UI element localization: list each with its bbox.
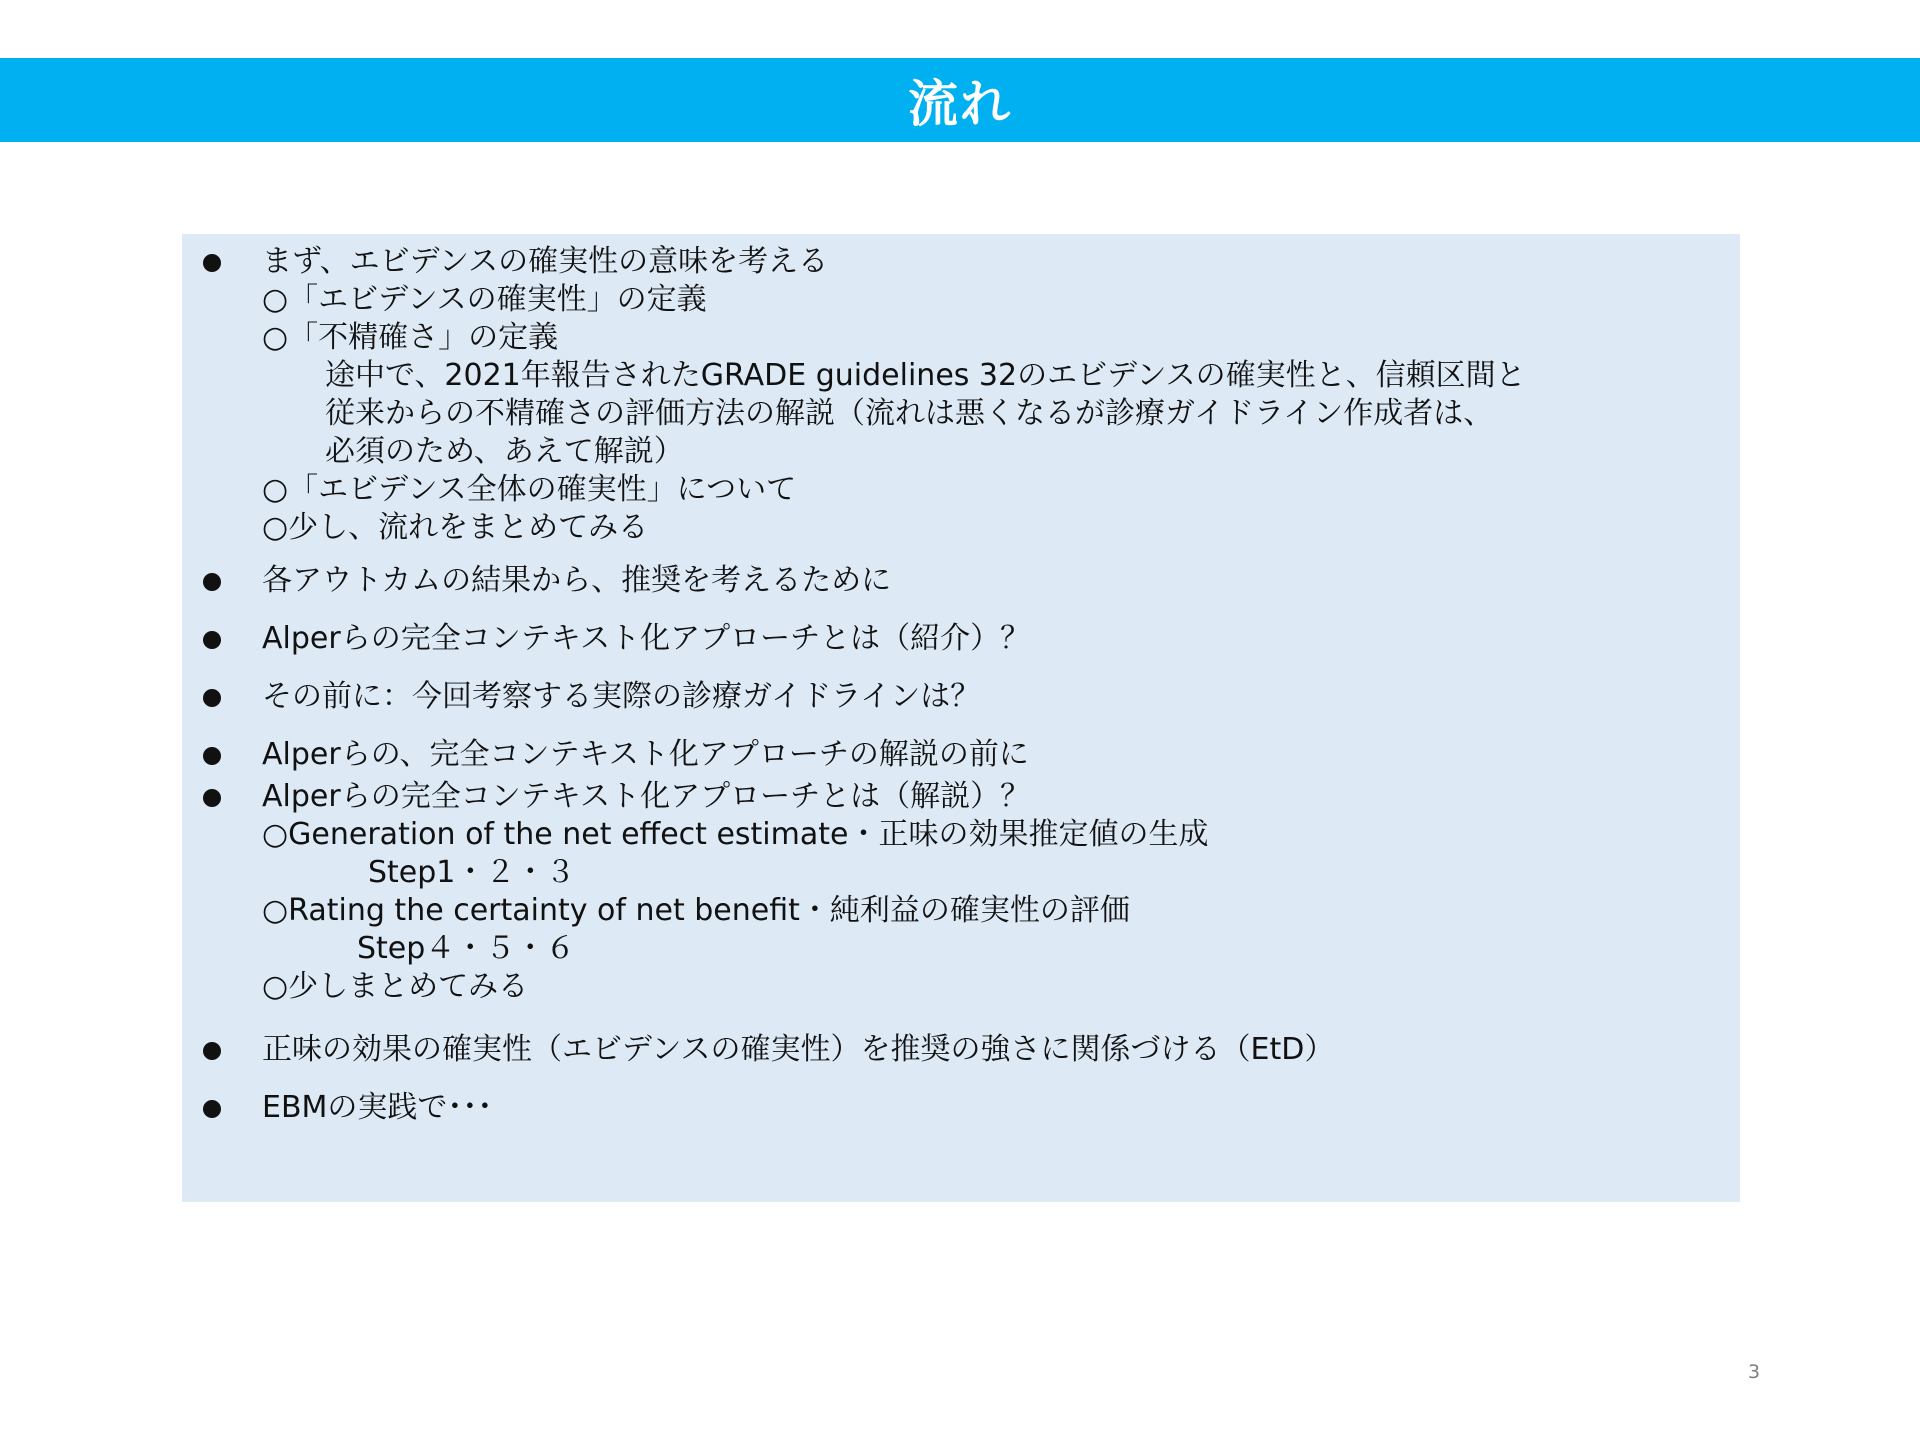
bullet-icon xyxy=(203,631,221,649)
note-line: 途中で、2021年報告されたGRADE guidelines 32のエビデンスの確実性と、信頼区間と xyxy=(325,358,1526,393)
note-line: 必須のため、あえて解説） xyxy=(325,434,684,469)
bullet-item: Alperらの完全コンテキスト化アプローチとは（紹介）？ xyxy=(262,621,1031,656)
bullet-icon xyxy=(203,573,221,591)
content-box xyxy=(182,234,1740,1202)
sub-item: ○少し、流れをまとめてみる xyxy=(262,510,649,545)
bullet-icon xyxy=(203,1100,221,1118)
bullet-icon xyxy=(203,747,221,765)
bullet-item: EBMの実践で･･･ xyxy=(262,1090,493,1125)
slide-title: 流れ xyxy=(908,75,1012,133)
sub-item: ○少しまとめてみる xyxy=(262,969,529,1004)
sub-item: ○Generation of the net effect estimate・正味の効果推定値の生成 xyxy=(262,817,1209,852)
bullet-item: Alperらの完全コンテキスト化アプローチとは（解説）？ xyxy=(262,779,1031,814)
step-line: Step1・２・３ xyxy=(368,855,576,890)
step-line: Step４・５・６ xyxy=(357,931,576,966)
title-bar xyxy=(0,58,1920,142)
bullet-item: 各アウトカムの結果から、推奨を考えるために xyxy=(262,563,892,598)
note-line: 従来からの不精確さの評価方法の解説（流れは悪くなるが診療ガイドライン作成者は、 xyxy=(325,396,1494,431)
sub-item: ○「不精確さ」の定義 xyxy=(262,320,559,355)
page-number: 3 xyxy=(1748,1361,1761,1383)
sub-item: ○「エビデンスの確実性」の定義 xyxy=(262,282,707,317)
bullet-item: 正味の効果の確実性（エビデンスの確実性）を推奨の強さに関係づける（EtD） xyxy=(262,1032,1335,1067)
bullet-icon xyxy=(203,789,221,807)
bullet-icon xyxy=(203,689,221,707)
bullet-icon xyxy=(203,254,221,272)
bullet-item: Alperらの、完全コンテキスト化アプローチの解説の前に xyxy=(262,737,1029,772)
bullet-item: まず、エビデンスの確実性の意味を考える xyxy=(262,244,829,279)
sub-item: ○「エビデンス全体の確実性」について xyxy=(262,472,797,507)
bullet-item: その前に：今回考察する実際の診療ガイドラインは？ xyxy=(262,679,981,714)
sub-item: ○Rating the certainty of net benefit・純利益の確実性の評価 xyxy=(262,893,1130,928)
bullet-icon xyxy=(203,1042,221,1060)
